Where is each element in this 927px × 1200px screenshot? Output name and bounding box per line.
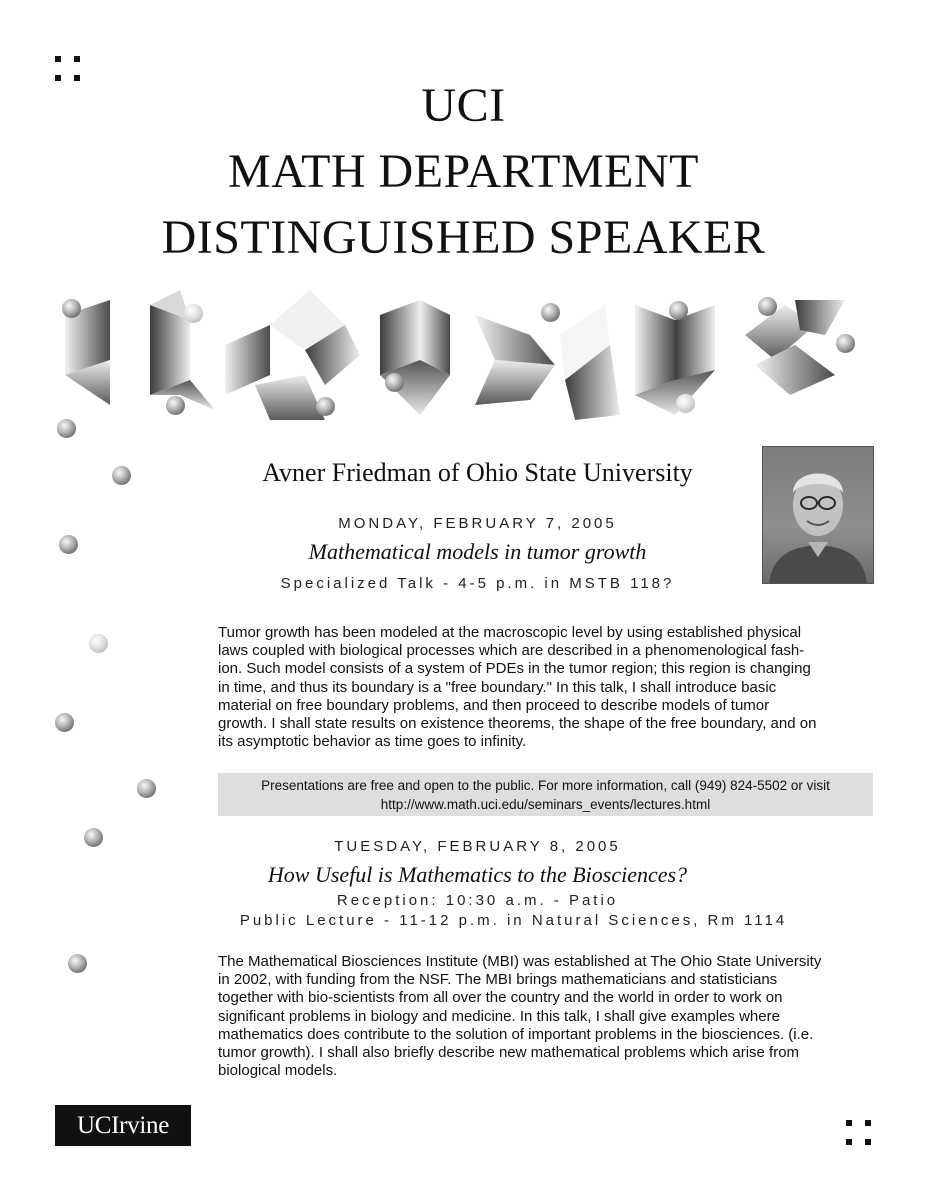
abstract-line: significant problems in biology and medicine. In this talk, I shall give examples where [218, 1007, 780, 1025]
sphere-icon [669, 301, 688, 320]
talk1-date: MONDAY, FEBRUARY 7, 2005 [338, 515, 617, 532]
talk2-title: How Useful is Mathematics to the Biosciences? [267, 862, 688, 887]
talk1-details: Specialized Talk - 4-5 p.m. in MSTB 118? [280, 575, 675, 592]
speaker-name: Avner Friedman of Ohio State University [262, 458, 693, 487]
chevron-shape [475, 315, 555, 365]
sphere-icon [55, 713, 74, 732]
abstract-line: in time, and thus its boundary is a "free boundary." In this talk, I shall introduce basic [218, 678, 777, 696]
public-info-box [218, 773, 873, 816]
corner-dots-icon [55, 56, 81, 82]
chevron-shape [635, 305, 675, 395]
chevron-shape [150, 305, 190, 395]
talk2-reception: Reception: 10:30 a.m. - Patio [336, 892, 619, 909]
abstract-line: ion. Such model consists of a system of PDEs in the tumor region; this region is changing [218, 660, 811, 678]
sphere-icon [84, 828, 103, 847]
uc-irvine-logo: UCIrvine [55, 1105, 191, 1146]
abstract-line: material on free boundary problems, and then proceed to describe models of tumor [218, 696, 770, 714]
abstract-line: laws coupled with biological processes which are described in a phenomenological fash- [218, 642, 805, 660]
speaker-portrait-icon [763, 447, 873, 583]
sphere-icon [62, 299, 81, 318]
speaker-photo [762, 446, 874, 584]
sphere-icon [758, 297, 777, 316]
abstract-line: mathematics does contribute to the solution of important problems in the biosciences. (i.e. [218, 1025, 814, 1043]
abstract-line: tumor growth). I shall also briefly describe new mathematical problems which arise from [218, 1044, 800, 1062]
sphere-icon [68, 954, 87, 973]
title-uci: UCI [421, 79, 506, 132]
talk1-abstract [218, 624, 873, 751]
corner-dots-icon [846, 1120, 872, 1146]
abstract-line: in 2002, with funding from the NSF. The MBI brings mathematicians and statisticians [218, 971, 778, 989]
sphere-icon [57, 419, 76, 438]
sphere-icon [541, 303, 560, 322]
abstract-line: Tumor growth has been modeled at the macroscopic level by using established physical [218, 624, 802, 641]
abstract-line: its asymptotic behavior as time goes to infinity. [218, 733, 527, 751]
talk2-details: Public Lecture - 11-12 p.m. in Natural Sciences, Rm 1114 [239, 912, 788, 929]
sphere-icon [166, 396, 185, 415]
abstract-line: biological models. [218, 1062, 338, 1080]
title-math-department: MATH DEPARTMENT [228, 145, 699, 198]
talk2-date: TUESDAY, FEBRUARY 8, 2005 [334, 838, 621, 855]
abstract-line: growth. I shall state results on existence theorems, the shape of the free boundary, and on [218, 715, 817, 733]
talk2-abstract [218, 953, 873, 1080]
sphere-icon [89, 634, 108, 653]
info-text: Presentations are free and open to the public. For more information, call (949) 824-5502 or visit [261, 778, 830, 793]
abstract-line: The Mathematical Biosciences Institute (MBI) was established at The Ohio State University [218, 953, 822, 970]
sphere-icon [385, 373, 404, 392]
sphere-icon [59, 535, 78, 554]
chevron-shape [475, 360, 555, 405]
info-url: http://www.math.uci.edu/seminars_events/lectures.html [380, 797, 711, 812]
chevron-shape [795, 300, 845, 335]
abstract-line: together with bio-scientists from all over the country and the world in order to work on [218, 989, 783, 1007]
sphere-icon [184, 304, 203, 323]
chevron-shape [255, 375, 325, 420]
sphere-icon [676, 394, 695, 413]
sphere-icon [836, 334, 855, 353]
sphere-icon [137, 779, 156, 798]
sphere-icon [316, 397, 335, 416]
sphere-icon [112, 466, 131, 485]
talk1-title: Mathematical models in tumor growth [308, 539, 647, 564]
title-distinguished-speaker: DISTINGUISHED SPEAKER [161, 211, 766, 264]
